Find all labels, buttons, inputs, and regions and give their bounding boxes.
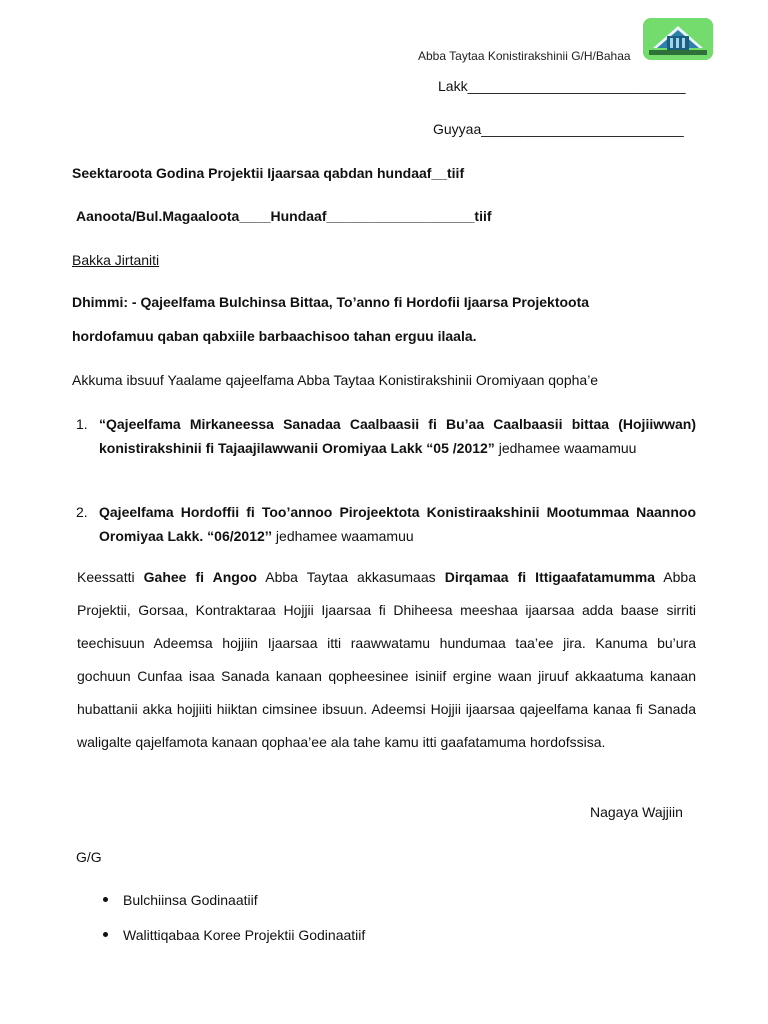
date-blank: __________________________ xyxy=(481,121,684,137)
list-item-number: 2. xyxy=(76,504,88,520)
cc-item-text: Walittiqabaa Koree Projektii Godinaatiif xyxy=(123,927,366,943)
paragraph-bold-text: Dirqamaa fi Ittigaafatamumma xyxy=(444,569,655,585)
bullet-icon xyxy=(103,897,108,902)
date-label: Guyyaa xyxy=(433,121,482,137)
recipient-line-3: Bakka Jirtaniti xyxy=(72,252,160,268)
intro-sentence: Akkuma ibsuuf Yaalame qajeelfama Abba Taytaa Konistirakshinii Oromiyaan qopha’e xyxy=(72,372,599,388)
reference-number-field xyxy=(438,78,686,94)
cc-list-item xyxy=(103,927,365,943)
recipient-line-1: Seektaroota Godina Projektii Ijaarsaa qabdan hundaaf__tiif xyxy=(72,165,465,181)
list-item xyxy=(72,412,696,460)
list-item xyxy=(72,500,696,548)
subject-line-1: Dhimmi: - Qajeelfama Bulchinsa Bittaa, To’anno fi Hordofii Ijaarsa Projektoota xyxy=(72,294,590,310)
date-field xyxy=(433,121,684,137)
body-paragraph xyxy=(77,561,696,759)
list-item-normal-text: jedhamee waamamuu xyxy=(498,440,637,456)
paragraph-text: Abba Projektii, Gorsaa, Kontraktaraa Hojjii Ijaarsaa fi Dhiheesa meeshaa ijaarsaa adda baase sirriti teechisuun Adeemsa hojjiin Ijaarsaa itti raawwatamu hundumaa taa’ee jira. Kanuma bu’ura gochuun Cunfaa isaa Sanada kanaan qopheesinee isiniif ergine waan jiruuf akkaatuma kanaan hubattanii akka hojjiiti hiiktan cimsinee ibsuun. Adeemsi Hojjii ijaarsaa qajeelfama kanaa fi Sanada waligalte qajelfamota kanaan qophaa’ee ala tahe kamu itti gaafatamuma hordofssisa. xyxy=(77,569,696,750)
paragraph-text: Abba Taytaa akkasumaas xyxy=(256,569,445,585)
list-item-bold-text: “Qajeelfama Mirkaneessa Sanadaa Caalbaasii fi Bu’aa Caalbaasii bittaa (Hojiiwwan) konistirakshinii fi Tajaajilawwanii Oromiyaa Lakk “05 /2012” xyxy=(99,416,696,456)
list-item-normal-text: jedhamee waamamuu xyxy=(275,528,414,544)
recipient-line-2: Aanoota/Bul.Magaaloota____Hundaaf___________________tiif xyxy=(76,208,492,224)
reference-label: Lakk xyxy=(438,78,468,94)
cc-list-item xyxy=(103,892,258,908)
list-item-number: 1. xyxy=(76,416,88,432)
cc-label: G/G xyxy=(76,849,102,865)
list-item-bold-text: Qajeelfama Hordoffii fi Too’annoo Pirojeektota Konistiraakshinii Mootummaa Naannoo Oromiyaa Lakk. “06/2012’’ xyxy=(99,504,696,544)
reference-blank: ____________________________ xyxy=(467,78,686,94)
letterhead-org-name: Abba Taytaa Konistirakshinii G/H/Bahaa xyxy=(418,49,631,63)
subject-line-2: hordofamuu qaban qabxiile barbaachisoo tahan erguu ilaala. xyxy=(72,328,477,344)
bullet-icon xyxy=(103,932,108,937)
paragraph-text: Keessatti xyxy=(77,569,144,585)
cc-item-text: Bulchiinsa Godinaatiif xyxy=(123,892,258,908)
organization-logo xyxy=(643,18,713,60)
paragraph-bold-text: Gahee fi Angoo xyxy=(143,569,257,585)
closing-salutation: Nagaya Wajjiin xyxy=(590,804,683,820)
